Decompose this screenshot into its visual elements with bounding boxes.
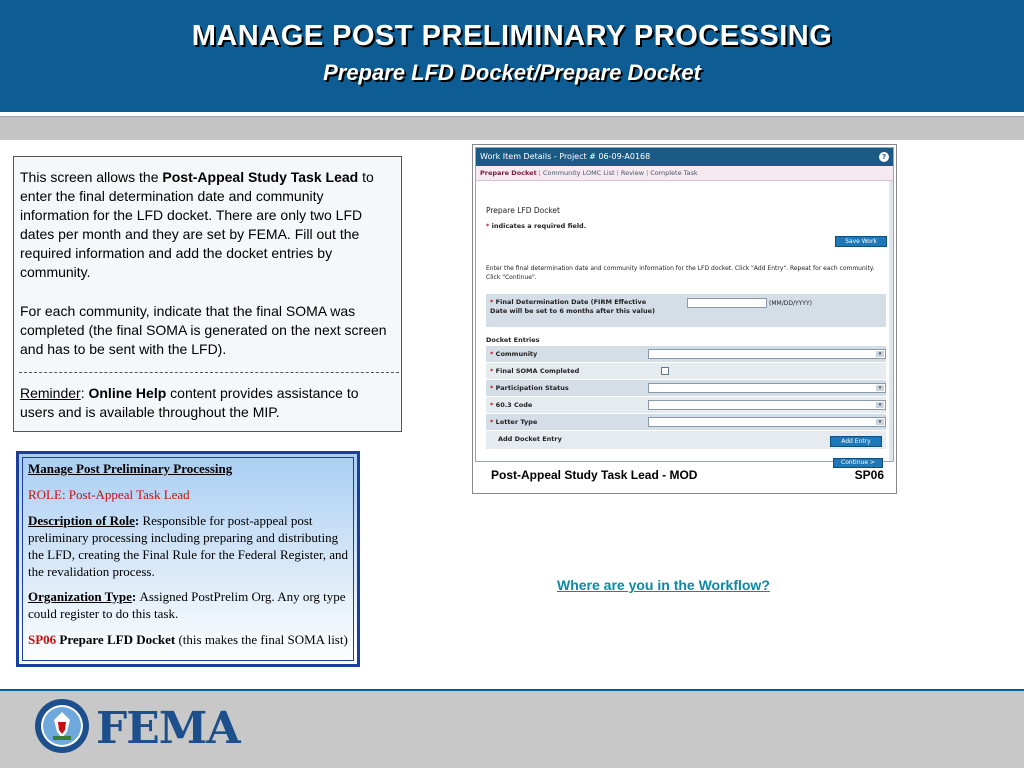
form-heading: Prepare LFD Docket xyxy=(486,206,560,215)
desc-p1-post: to enter the final determination date and community information for the LFD docket. There are only two LFD dates per month and they are set by FEMA. Fill out the required information and add the docket entries by community. xyxy=(20,169,374,280)
role-label: ROLE: Post-Appeal Task Lead xyxy=(28,487,190,502)
description-paragraph-2: For each community, indicate that the final SOMA was completed (the final SOMA is generated on the next screen and has to be sent with the LFD). xyxy=(20,303,387,357)
final-soma-label xyxy=(490,363,579,379)
community-label-text: Community xyxy=(495,350,538,358)
org-type-label: Organization Type xyxy=(28,589,132,604)
header-banner xyxy=(0,0,1024,114)
form-instructions: Enter the final determination date and community information for the LFD docket. Click "Add Entry". Repeat for each community. Click "Continue". xyxy=(486,265,875,281)
reminder-label: Reminder xyxy=(20,385,81,401)
role-box-title: Manage Post Preliminary Processing xyxy=(28,461,233,476)
code-60-3-label-text: 60.3 Code xyxy=(495,401,533,409)
nav-community-lomc-list[interactable]: Community LOMC List xyxy=(542,169,615,177)
role-description-colon: : xyxy=(134,513,143,528)
role-info-box xyxy=(16,451,360,667)
participation-status-row xyxy=(486,380,886,396)
final-soma-checkbox[interactable] xyxy=(661,367,669,375)
required-star: * xyxy=(490,418,494,426)
workflow-link[interactable]: Where are you in the Workflow? xyxy=(557,577,770,593)
add-docket-entry-label: Add Docket Entry xyxy=(498,435,562,443)
nav-prepare-docket[interactable]: Prepare Docket xyxy=(480,169,537,177)
page-title: MANAGE POST PRELIMINARY PROCESSING xyxy=(191,20,833,52)
page-subtitle: Prepare LFD Docket/Prepare Docket xyxy=(323,60,701,85)
task-nav-bar xyxy=(476,166,893,181)
nav-review[interactable]: Review xyxy=(620,169,645,177)
chevron-down-icon: ▾ xyxy=(876,402,884,408)
add-entry-button[interactable]: Add Entry xyxy=(830,436,882,447)
dashed-divider xyxy=(19,372,399,373)
fdd-label xyxy=(490,298,660,316)
date-format-hint: (MM/DD/YYYY) xyxy=(769,300,812,307)
required-note xyxy=(486,222,586,230)
chevron-down-icon: ▾ xyxy=(876,385,884,391)
community-label xyxy=(490,346,537,362)
nav-complete-task[interactable]: Complete Task xyxy=(650,169,698,177)
help-icon[interactable]: ? xyxy=(879,152,889,162)
final-determination-date-input[interactable] xyxy=(687,298,767,308)
dhs-seal-icon xyxy=(34,698,90,754)
required-text: indicates a required field. xyxy=(489,222,587,230)
fema-logo: FEMA xyxy=(96,703,240,754)
screenshot-caption-step: SP06 xyxy=(854,468,884,482)
step-name: Prepare LFD Docket xyxy=(56,632,176,647)
nav-separator: | xyxy=(646,169,649,177)
reminder-paragraph xyxy=(20,384,394,422)
docket-entries-label: Docket Entries xyxy=(486,336,540,344)
reminder-colon: : xyxy=(80,385,89,401)
chevron-down-icon: ▾ xyxy=(876,419,884,425)
required-star: * xyxy=(490,384,494,392)
step-info xyxy=(28,631,350,648)
letter-type-label-text: Letter Type xyxy=(495,418,538,426)
screenshot-caption-role: Post-Appeal Study Task Lead - MOD xyxy=(491,468,698,482)
description-box xyxy=(13,156,402,432)
code-60-3-label xyxy=(490,397,532,413)
work-item-window xyxy=(475,147,894,462)
chevron-down-icon: ▾ xyxy=(876,351,884,357)
window-scroll-edge xyxy=(889,181,893,461)
online-help-label: Online Help xyxy=(88,385,167,401)
code-60-3-row xyxy=(486,397,886,413)
code-60-3-select[interactable] xyxy=(648,400,886,410)
participation-status-select[interactable] xyxy=(648,383,886,393)
header-divider-band xyxy=(0,116,1024,140)
nav-separator: | xyxy=(538,169,541,177)
role-description xyxy=(28,512,350,580)
role-description-text: Responsible for post-appeal post preliminary processing including preparing and distributing the LFD, creating the Final Rule for the Federal Register, and the revalidation process. xyxy=(28,513,349,579)
fdd-label-text: Final Determination Date (FIRM Effective Date will be set to 6 months after this value) xyxy=(490,298,655,315)
letter-type-select[interactable] xyxy=(648,417,886,427)
final-soma-label-text: Final SOMA Completed xyxy=(495,367,580,375)
participation-status-label-text: Participation Status xyxy=(495,384,569,392)
final-soma-row xyxy=(486,363,886,379)
letter-type-row xyxy=(486,414,886,430)
final-determination-date-row xyxy=(486,294,886,327)
organization-type xyxy=(28,588,350,622)
participation-status-label xyxy=(490,380,569,396)
description-paragraph-1 xyxy=(20,168,394,282)
role-description-label: Description of Role xyxy=(28,513,135,528)
letter-type-label xyxy=(490,414,537,430)
add-docket-entry-row xyxy=(486,431,886,449)
desc-p1-pre: This screen allows the xyxy=(20,169,163,185)
window-title: Work Item Details - Project # 06-09-A0168 xyxy=(476,148,893,166)
required-star: * xyxy=(490,350,494,358)
org-type-colon: : xyxy=(131,589,140,604)
org-type-text: Assigned PostPrelim Org. Any org type could register to do this task. xyxy=(28,589,346,621)
reminder-text: content provides assistance to users and is available throughout the MIP. xyxy=(20,385,359,420)
community-row xyxy=(486,346,886,362)
step-note: (this makes the final SOMA list) xyxy=(175,632,348,647)
required-star: * xyxy=(490,298,494,306)
save-work-button[interactable]: Save Work xyxy=(835,236,887,247)
screenshot-frame xyxy=(472,144,897,494)
desc-p1-role: Post-Appeal Study Task Lead xyxy=(162,169,359,185)
nav-separator: | xyxy=(616,169,619,177)
required-star: * xyxy=(486,222,490,230)
community-select[interactable] xyxy=(648,349,886,359)
required-star: * xyxy=(490,401,494,409)
step-code: SP06 xyxy=(28,632,57,647)
continue-button[interactable]: Continue > xyxy=(833,458,883,468)
required-star: * xyxy=(490,367,494,375)
